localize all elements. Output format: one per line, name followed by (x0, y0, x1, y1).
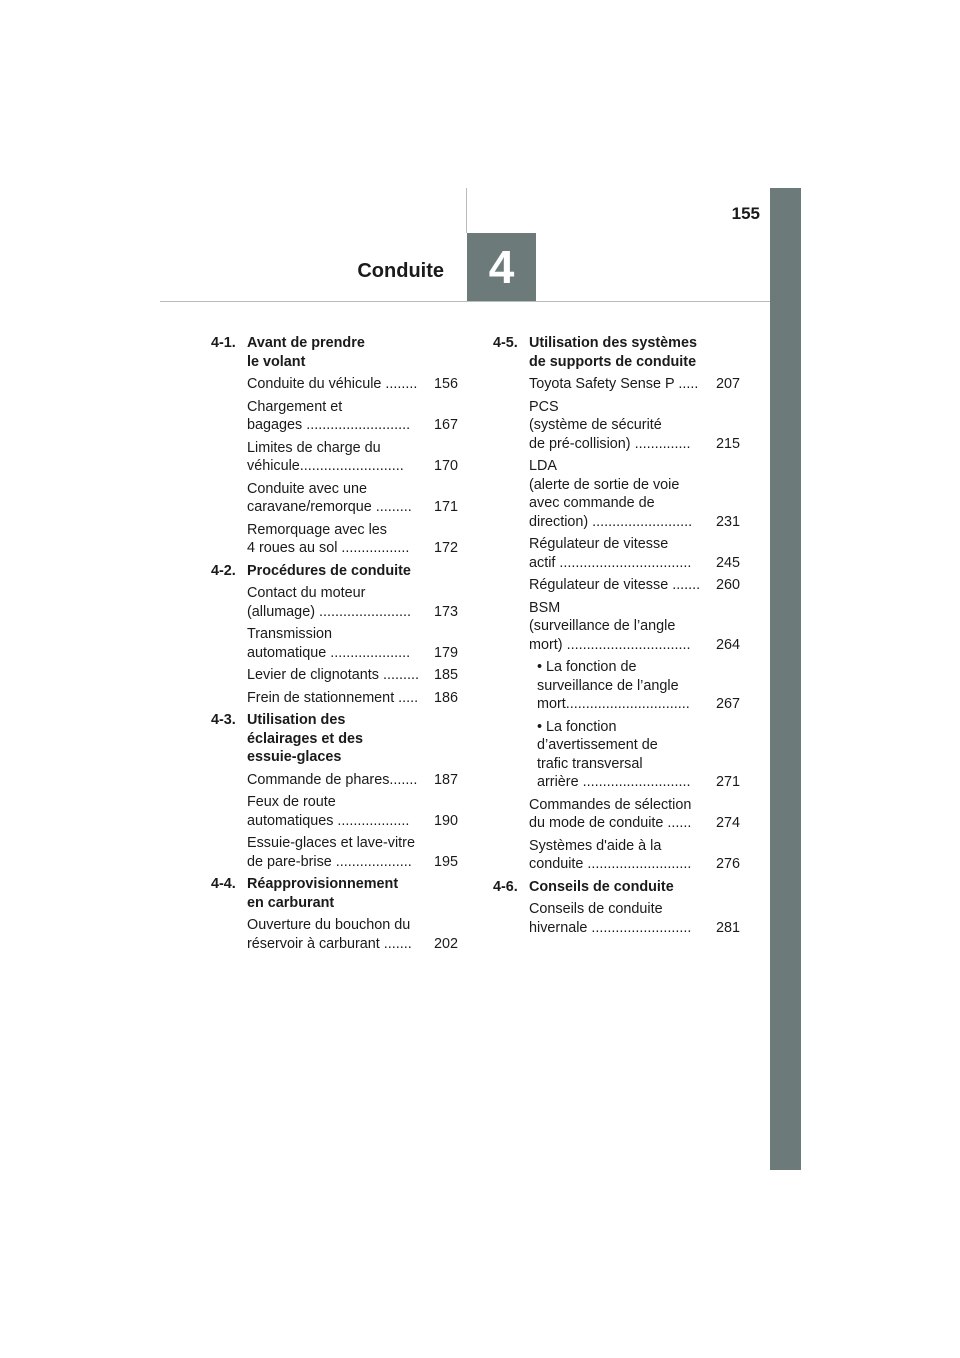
section-title: Réapprovisionnement en carburant (247, 876, 399, 911)
toc-entry[interactable] (247, 666, 458, 685)
header-vertical-rule (466, 188, 467, 233)
toc-entry-title: Contact du moteur (allumage) ....................... (247, 585, 411, 620)
toc-entry[interactable] (247, 439, 458, 476)
header-horizontal-rule (160, 301, 772, 302)
toc-column-right (493, 334, 740, 941)
chapter-side-tab (770, 188, 801, 1170)
section-title: Procédures de conduite (247, 562, 411, 579)
toc-entry-title: Limites de charge du véhicule.......................... (247, 439, 404, 474)
toc-entry-page: 171 (433, 499, 458, 515)
chapter-number-badge: 4 (467, 233, 536, 301)
toc-entry-page: 156 (433, 376, 458, 392)
toc-section (211, 334, 458, 558)
toc-entry-page: 215 (715, 435, 740, 452)
section-heading (493, 334, 740, 371)
toc-entry[interactable] (537, 718, 740, 792)
toc-section (211, 875, 458, 953)
toc-entry-page: 267 (715, 696, 740, 712)
toc-entry-page: 231 (715, 513, 740, 530)
toc-entry-page: 264 (715, 636, 740, 653)
section-number: 4-5. (493, 335, 518, 351)
toc-entry-title: • La fonction d’avertissement de trafic transversal arrière ........................... (537, 718, 691, 790)
toc-entry[interactable] (247, 689, 458, 708)
toc-entry-title: PCS (système de sécurité de pré-collision) .............. (529, 398, 691, 452)
section-title: Avant de prendre le volant (247, 335, 365, 370)
toc-entry-page: 202 (433, 935, 458, 952)
toc-section (493, 334, 740, 874)
section-title: Conseils de conduite (529, 878, 674, 895)
toc-entry[interactable] (247, 625, 458, 662)
toc-entry[interactable] (247, 521, 458, 558)
toc-entry-page: 207 (715, 376, 740, 392)
toc-entry[interactable] (247, 916, 458, 953)
toc-entry-page: 173 (433, 603, 458, 620)
page-number: 155 (731, 204, 760, 223)
toc-entry-title: Commandes de sélection du mode de conduite ...... (529, 796, 692, 831)
toc-entry-page: 260 (715, 577, 740, 593)
toc-entry-page: 187 (433, 771, 458, 788)
chapter-title: Conduite (357, 260, 444, 282)
toc-entry[interactable] (529, 576, 740, 595)
toc-entry[interactable] (529, 599, 740, 655)
toc-entry-title: Transmission automatique .................... (247, 626, 411, 661)
toc-entry-title: Ouverture du bouchon du réservoir à carburant ....... (247, 917, 412, 952)
toc-entry-page: 245 (715, 554, 740, 571)
toc-entry-title: Toyota Safety Sense P ..... (529, 376, 699, 392)
toc-entry-page: 172 (433, 540, 458, 556)
toc-entry-title: LDA (alerte de sortie de voie avec commande de direction) ......................... (529, 458, 693, 530)
toc-entry-page: 276 (715, 856, 740, 872)
toc-entry-page: 179 (433, 644, 458, 661)
toc-entry-title: Remorquage avec les 4 roues au sol ................. (247, 521, 410, 556)
section-heading (493, 878, 740, 897)
toc-entry-page: 170 (433, 458, 458, 474)
toc-entry-title: Conseils de conduite hivernale ......................... (529, 901, 692, 936)
toc-entry[interactable] (529, 900, 740, 937)
toc-section (493, 878, 740, 938)
section-number: 4-3. (211, 712, 236, 728)
toc-entry-title: BSM (surveillance de l’angle mort) ............................... (529, 599, 691, 653)
toc-entry[interactable] (537, 658, 740, 714)
section-number: 4-1. (211, 335, 236, 351)
toc-entry-page: 281 (715, 919, 740, 936)
toc-section (211, 711, 458, 871)
toc-entry-title: Feux de route automatiques .................. (247, 794, 410, 829)
toc-entry-page: 186 (433, 689, 458, 706)
toc-section (211, 562, 458, 708)
toc-entry-title: Régulateur de vitesse actif ................................. (529, 536, 692, 571)
section-heading (211, 562, 458, 581)
section-heading (211, 875, 458, 912)
toc-entry-title: Chargement et bagages .......................... (247, 398, 411, 433)
toc-entry[interactable] (247, 834, 458, 871)
toc-entry[interactable] (247, 480, 458, 517)
toc-entry-title: Conduite du véhicule ........ (247, 376, 418, 392)
toc-entry-title: Conduite avec une caravane/remorque ......... (247, 480, 412, 515)
section-number: 4-4. (211, 876, 236, 892)
section-title: Utilisation des éclairages et des essuie-glaces (247, 712, 363, 765)
section-number: 4-2. (211, 562, 236, 579)
toc-entry-title: Essuie-glaces et lave-vitre de pare-brise ................... (247, 835, 415, 870)
section-heading (211, 711, 458, 767)
toc-entry-page: 190 (433, 812, 458, 829)
toc-entry-title: Frein de stationnement ..... (247, 689, 419, 706)
toc-entry-title: • La fonction de surveillance de l’angle mort............................... (537, 659, 690, 712)
toc-entry-page: 271 (715, 774, 740, 790)
toc-entry-title: Levier de clignotants ......... (247, 667, 419, 683)
toc-entry[interactable] (247, 398, 458, 435)
toc-entry-title: Systèmes d'aide à la conduite .......................... (529, 837, 692, 872)
section-heading (211, 334, 458, 371)
toc-entry[interactable] (529, 535, 740, 572)
toc-entry[interactable] (247, 771, 458, 790)
toc-entry-page: 274 (715, 815, 740, 831)
section-title: Utilisation des systèmes de supports de conduite (529, 335, 697, 370)
toc-entry[interactable] (529, 457, 740, 531)
toc-entry[interactable] (247, 793, 458, 830)
toc-entry[interactable] (247, 584, 458, 621)
toc-entry-page: 195 (433, 853, 458, 870)
toc-entry-title: Commande de phares....... (247, 771, 418, 788)
toc-entry[interactable] (529, 837, 740, 874)
toc-entry[interactable] (529, 796, 740, 833)
toc-entry-page: 167 (433, 417, 458, 433)
toc-entry-title: Régulateur de vitesse ....... (529, 577, 701, 593)
toc-entry-page: 185 (433, 667, 458, 683)
toc-column-left (211, 334, 458, 957)
toc-entry[interactable] (529, 398, 740, 454)
toc-entry[interactable] (247, 375, 458, 394)
section-number: 4-6. (493, 878, 518, 895)
toc-entry[interactable] (529, 375, 740, 394)
